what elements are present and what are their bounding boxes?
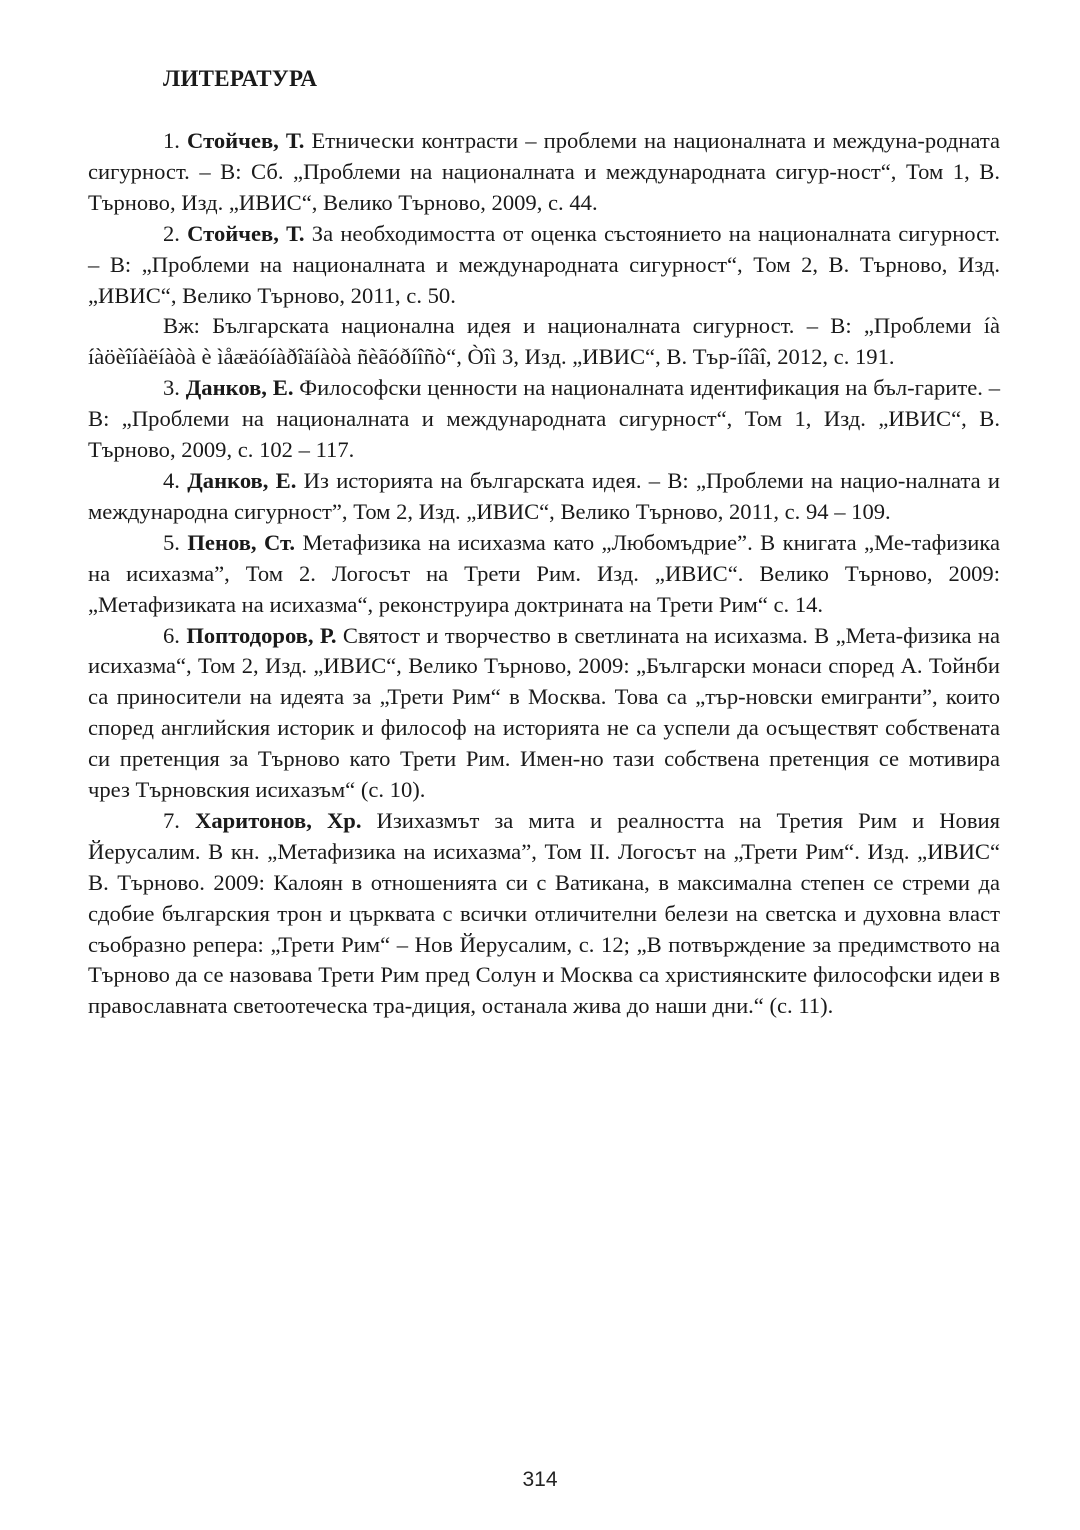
- reference-text: Вж: Българската национална идея и националната сигурност. – В: „Проблеми íà íàöèîíàëíàòà è ìåæäóíàðîäíàòà ñèãóðíîñò“, Òîì 3, Изд. „ИВИС“, В. Тър-íîâî, 2012, с. 191.: [88, 313, 1000, 370]
- page-number: 314: [522, 1468, 558, 1491]
- reference-text: Етнически контрасти – проблеми на националната и междуна-родната сигурност. – В: Сб. „Проблеми на националната и международната сигур-ност“, Том 1, В. Търново, Изд. „ИВИС“, Велико Търново, 2009, с. 44.: [88, 128, 1000, 215]
- reference-item: [88, 466, 1000, 528]
- reference-item: [88, 373, 1000, 466]
- reference-number: 6.: [163, 622, 187, 648]
- reference-item: [88, 621, 1000, 806]
- reference-item: [88, 528, 1000, 621]
- reference-author: Пенов, Ст.: [187, 529, 296, 555]
- reference-author: Харитонов, Хр.: [195, 807, 362, 833]
- reference-item: [88, 126, 1000, 219]
- reference-text: Из историята на българската идея. – В: „Проблеми на нацио-налната и международна сигурност”, Том 2, Изд. „ИВИС“, Велико Търново, 2011, с. 94 – 109.: [88, 467, 1001, 524]
- section-heading: ЛИТЕРАТУРА: [163, 66, 318, 91]
- reference-number: 3.: [163, 375, 186, 401]
- reference-number: 2.: [163, 220, 188, 246]
- reference-list: [88, 126, 1000, 1022]
- reference-text: За необходимостта от оценка състоянието на националната сигурност. – В: „Проблеми на националната и международната сигурност“, Том 2, В. Търново, Изд. „ИВИС“, Велико Търново, 2011, с. 50.: [88, 220, 1001, 308]
- reference-item: [88, 219, 1000, 312]
- reference-author: Данков, Е.: [187, 467, 297, 493]
- reference-item: [88, 806, 1000, 1022]
- reference-note: [88, 311, 1000, 373]
- reference-number: 1.: [163, 128, 188, 153]
- reference-author: Стойчев, Т.: [187, 220, 305, 246]
- reference-author: Поптодоров, Р.: [186, 622, 337, 648]
- reference-text: Святост и творчество в светлината на исихазма. В „Мета-физика на исихазма“, Том 2, Изд. „ИВИС“, Велико Търново, 2009: „Български монаси според А. Тойнби са приносители на идеята за „Трети Рим“ в Москва. Това са „тър-новски емигранти”, които според английския историк и философ на историята не са успели да осъществят собствената си претенция за Търново като Трети Рим. Имен-но тази собствена претенция се мотивира чрез Търновския исихазъм“ (с. 10).: [88, 622, 1001, 803]
- reference-text: Философски ценности на националната идентификация на бъл-гарите. – В: „Проблеми на националната и международната сигурност“, Том 1, Изд. „ИВИС“, В. Търново, 2009, с. 102 – 117.: [88, 375, 1000, 463]
- reference-text: Метафизика на исихазма като „Любомъдрие”. В книгата „Ме-тафизика на исихазма”, Том 2. Логосът на Трети Рим. Изд. „ИВИС“. Велико Търново, 2009: „Метафизиката на исихазма“, реконструира доктрината на Трети Рим“ с. 14.: [88, 529, 1001, 617]
- reference-number: 5.: [163, 529, 188, 555]
- reference-number: 7.: [163, 807, 195, 833]
- reference-number: 4.: [163, 467, 188, 493]
- reference-author: Данков, Е.: [185, 375, 294, 401]
- reference-text: Изихазмът за мита и реалността на Третия Рим и Новия Йерусалим. В кн. „Метафизика на исихазма”, Том II. Логосът на „Трети Рим“. Изд. „ИВИС“ В. Търново. 2009: Калоян в отношенията си с Ватикана, в максимална степен се стреми да сдобие българския трон и църквата с всички отличителни белези на светска и духовна власт съобразно репера: „Трети Рим“ – Нов Йерусалим, с. 12; „В потвърждение за предимството на Търново да се назовава Трети Рим пред Солун и Москва са християнските философски идеи в православната светоотеческа тра-диция, останала жива до наши дни.“ (с. 11).: [88, 807, 1001, 1019]
- reference-author: Стойчев, Т.: [187, 128, 305, 153]
